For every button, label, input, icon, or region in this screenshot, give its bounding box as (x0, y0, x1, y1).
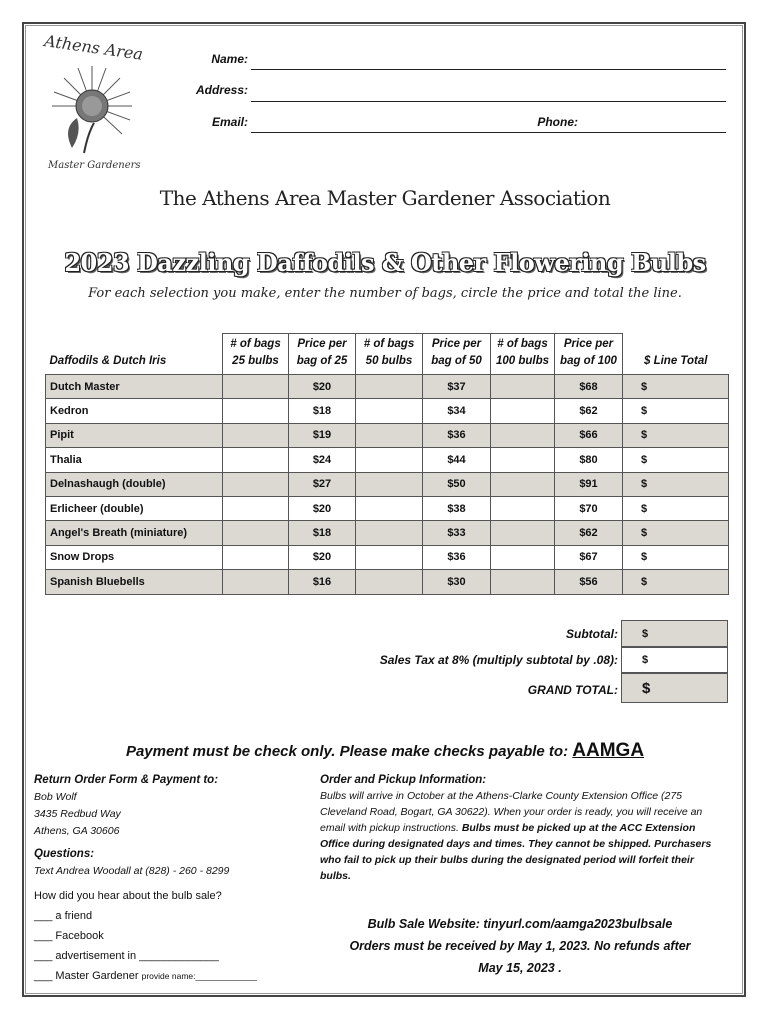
bags50-input[interactable] (356, 570, 423, 594)
association-title: The Athens Area Master Gardener Association (159, 186, 611, 210)
subtotal-label: Subtotal: (566, 627, 618, 641)
bags50-input[interactable] (356, 545, 423, 569)
price25-cell[interactable]: $20 (289, 375, 356, 399)
bags50-input[interactable] (356, 375, 423, 399)
address-label: Address: (195, 83, 248, 97)
questions-text: Text Andrea Woodall at (828) - 260 - 8299 (34, 865, 230, 877)
header-bags25: # of bags 25 bulbs (223, 334, 289, 375)
header-price25: Price per bag of 25 (289, 334, 356, 375)
bags25-input[interactable] (223, 496, 289, 520)
table-row (46, 399, 729, 423)
line-total-input[interactable]: $ (623, 423, 729, 447)
pickup-heading: Order and Pickup Information: (320, 774, 487, 786)
header-price100: Price per bag of 100 (555, 334, 623, 375)
price25-cell[interactable]: $19 (289, 423, 356, 447)
return-name: Bob Wolf (34, 791, 77, 803)
pickup-text (320, 788, 725, 884)
table-row (46, 496, 729, 520)
logo-top-text: Athens Area (43, 31, 145, 64)
bags50-input[interactable] (356, 472, 423, 496)
variety-cell: Spanish Bluebells (46, 570, 223, 594)
price50-cell[interactable]: $34 (423, 399, 491, 423)
bags100-input[interactable] (491, 570, 555, 594)
bags100-input[interactable] (491, 423, 555, 447)
line-total-input[interactable]: $ (623, 545, 729, 569)
price100-cell[interactable]: $68 (555, 375, 623, 399)
bags50-input[interactable] (356, 521, 423, 545)
name-label: Name: (211, 52, 248, 66)
return-city: Athens, GA 30606 (34, 825, 120, 837)
return-street: 3435 Redbud Way (34, 808, 121, 820)
table-row (46, 423, 729, 447)
phone-label: Phone: (537, 115, 578, 129)
payee-name: AAMGA (572, 740, 645, 761)
grand-total-field[interactable]: $ (621, 673, 728, 703)
bags25-input[interactable] (223, 448, 289, 472)
variety-cell: Angel's Breath (miniature) (46, 521, 223, 545)
price50-cell[interactable]: $50 (423, 472, 491, 496)
sale-title: 2023 Dazzling Daffodils & Other Flowering Bulbs (64, 248, 706, 277)
variety-cell: Dutch Master (46, 375, 223, 399)
header-bags50: # of bags 50 bulbs (356, 334, 423, 375)
price50-cell[interactable]: $37 (423, 375, 491, 399)
bags100-input[interactable] (491, 448, 555, 472)
header-line-total: $ Line Total (644, 355, 708, 367)
bags25-input[interactable] (223, 521, 289, 545)
table-row (46, 570, 729, 594)
address-field[interactable] (251, 101, 726, 102)
header-bags100: # of bags 100 bulbs (491, 334, 555, 375)
variety-cell: Snow Drops (46, 545, 223, 569)
bags50-input[interactable] (356, 448, 423, 472)
provide-name-field[interactable]: provide name:_____________ (141, 971, 257, 981)
price50-cell[interactable]: $36 (423, 545, 491, 569)
header-variety: Daffodils & Dutch Iris (49, 355, 167, 367)
pickup-text-plain: Bulbs will arrive in October at the Athens-Clarke County Extension Office (275 Cleveland Road, Bogart, GA 30622). When your order is ready, you will receive an email with pickup instructions. (320, 790, 703, 834)
survey-option-facebook[interactable]: ___ Facebook (34, 930, 104, 942)
pickup-info (320, 772, 725, 884)
table-row (46, 448, 729, 472)
table-row (46, 472, 729, 496)
sunflower-logo-icon (42, 58, 142, 158)
bags50-input[interactable] (356, 423, 423, 447)
price100-cell[interactable]: $80 (555, 448, 623, 472)
refund-line: May 15, 2023 . (478, 961, 562, 975)
price100-cell[interactable]: $62 (555, 399, 623, 423)
price100-cell[interactable]: $70 (555, 496, 623, 520)
variety-cell: Kedron (46, 399, 223, 423)
pickup-text-bold: Bulbs must be picked up at the ACC Extension Office during designated days and times. They cannot be shipped. Purchasers who fail to pick up their bulbs during the designated period will forfeit their bulbs. (320, 822, 712, 882)
bags50-input[interactable] (356, 496, 423, 520)
grand-total-label: GRAND TOTAL: (527, 683, 618, 697)
sales-tax-field[interactable]: $ (621, 647, 728, 673)
deadline-line: Orders must be received by May 1, 2023. No refunds after (349, 939, 691, 953)
price100-cell[interactable]: $91 (555, 472, 623, 496)
bags25-input[interactable] (223, 472, 289, 496)
bags100-input[interactable] (491, 375, 555, 399)
table-row (46, 375, 729, 399)
order-table (45, 333, 729, 595)
sales-tax-label: Sales Tax at 8% (multiply subtotal by .08): (379, 653, 618, 667)
bags25-input[interactable] (223, 375, 289, 399)
price25-cell[interactable]: $20 (289, 545, 356, 569)
price50-cell[interactable]: $44 (423, 448, 491, 472)
payment-instructions (0, 740, 770, 762)
survey-option-master-gardener[interactable] (34, 970, 257, 982)
survey-question: How did you hear about the bulb sale? (34, 890, 222, 902)
price25-cell[interactable]: $24 (289, 448, 356, 472)
subtotal-field[interactable]: $ (621, 620, 728, 647)
email-label: Email: (211, 115, 248, 129)
price50-cell[interactable]: $38 (423, 496, 491, 520)
line-total-input[interactable]: $ (623, 448, 729, 472)
payment-text: Payment must be check only. Please make checks payable to: (125, 743, 573, 760)
survey-option-master-gardener-label: ___ Master Gardener (34, 970, 139, 982)
bags25-input[interactable] (223, 570, 289, 594)
price25-cell[interactable]: $18 (289, 521, 356, 545)
line-total-input[interactable]: $ (623, 496, 729, 520)
price50-cell[interactable]: $36 (423, 423, 491, 447)
price25-cell[interactable]: $16 (289, 570, 356, 594)
bags50-input[interactable] (356, 399, 423, 423)
line-total-input[interactable]: $ (623, 521, 729, 545)
email-field[interactable] (251, 132, 726, 133)
bags100-input[interactable] (491, 545, 555, 569)
price100-cell[interactable]: $67 (555, 545, 623, 569)
table-row (46, 521, 729, 545)
name-field[interactable] (251, 69, 726, 70)
line-total-input[interactable]: $ (623, 375, 729, 399)
price25-cell[interactable]: $18 (289, 399, 356, 423)
variety-cell: Erlicheer (double) (46, 496, 223, 520)
survey-option-advertisement[interactable]: ___ advertisement in _____________ (34, 950, 219, 962)
price50-cell[interactable]: $33 (423, 521, 491, 545)
bags25-input[interactable] (223, 423, 289, 447)
price50-cell[interactable]: $30 (423, 570, 491, 594)
table-row (46, 545, 729, 569)
questions-heading: Questions: (34, 848, 95, 860)
line-total-input[interactable]: $ (623, 399, 729, 423)
website-line: Bulb Sale Website: tinyurl.com/aamga2023bulbsale (367, 917, 673, 931)
variety-cell: Pipit (46, 423, 223, 447)
variety-cell: Thalia (46, 448, 223, 472)
logo-bottom-text: Master Gardeners (48, 160, 141, 171)
bags100-input[interactable] (491, 496, 555, 520)
line-total-input[interactable]: $ (623, 570, 729, 594)
bags100-input[interactable] (491, 472, 555, 496)
variety-cell: Delnashaugh (double) (46, 472, 223, 496)
survey-option-friend[interactable]: ___ a friend (34, 910, 93, 922)
line-total-input[interactable]: $ (623, 472, 729, 496)
price25-cell[interactable]: $27 (289, 472, 356, 496)
return-info (34, 772, 304, 880)
bags100-input[interactable] (491, 521, 555, 545)
price100-cell[interactable]: $62 (555, 521, 623, 545)
bags25-input[interactable] (223, 399, 289, 423)
price100-cell[interactable]: $66 (555, 423, 623, 447)
return-heading: Return Order Form & Payment to: (34, 774, 219, 786)
bags25-input[interactable] (223, 545, 289, 569)
instructions: For each selection you make, enter the number of bags, circle the price and total the line. (88, 286, 682, 301)
price100-cell[interactable]: $56 (555, 570, 623, 594)
table-header-row (46, 334, 729, 375)
header-price50: Price per bag of 50 (423, 334, 491, 375)
bags100-input[interactable] (491, 399, 555, 423)
price25-cell[interactable]: $20 (289, 496, 356, 520)
